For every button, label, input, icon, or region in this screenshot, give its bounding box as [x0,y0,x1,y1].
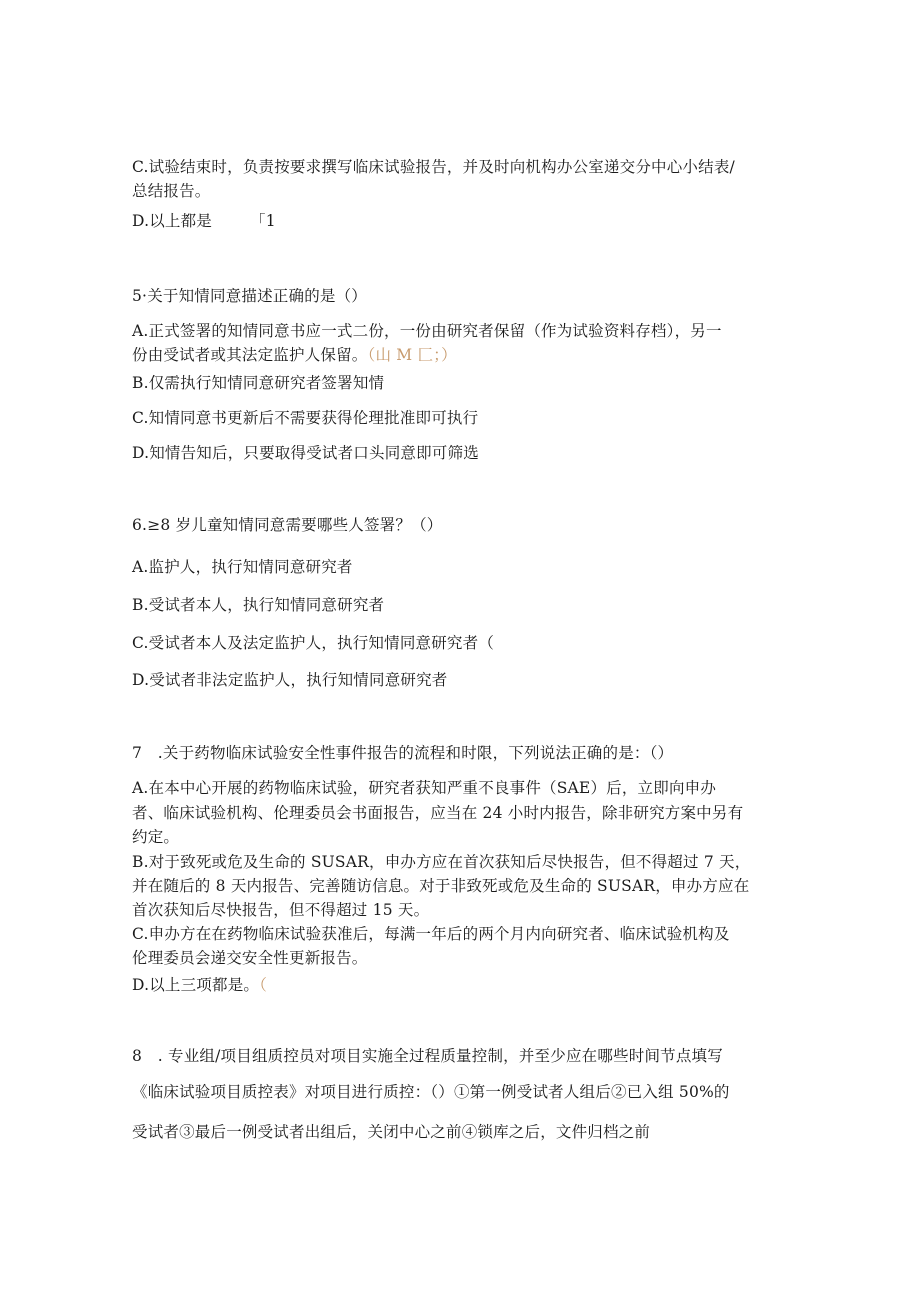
option-a-q7-line1: A.在本中心开展的药物临床试验，研究者获知严重不良事件（SAE）后，立即向申办 [132,779,717,797]
option-c-q4-line2: 总结报告。 [132,182,211,200]
option-b-q7-line2: 并在随后的 8 天内报告、完善随访信息。对于非致死或危及生命的 SUSAR，申办方应在 [132,877,750,895]
option-a-q6: A.监护人，执行知情同意研究者 [132,558,353,576]
option-c-q5: C.知情同意书更新后不需要获得伦理批准即可执行 [132,409,479,427]
option-a-q5-line2 [132,344,457,366]
question-8-line1: 8 . 专业组/项目组质控员对项目实施全过程质量控制，并至少应在哪些时间节点填写 [132,1047,723,1065]
option-d-q6: D.受试者非法定监护人，执行知情同意研究者 [132,671,448,689]
question-5: 5·关于知情同意描述正确的是（） [132,287,367,305]
option-a-q7-line2: 者、临床试验机构、伦理委员会书面报告，应当在 24 小时内报告，除非研究方案中另有 [132,804,744,822]
option-c-q6: C.受试者本人及法定监护人，执行知情同意研究者（ [132,634,495,652]
question-6: 6.≥8 岁儿童知情同意需要哪些人签署？（） [132,516,443,534]
handwritten-note-q7: （ [259,976,268,994]
option-a-q5-line1: A.正式签署的知情同意书应一式二份，一份由研究者保留（作为试验资料存档），另一 [132,322,722,340]
question-7: 7 .关于药物临床试验安全性事件报告的流程和时限，下列说法正确的是：（） [132,744,674,762]
option-d-q5: D.知情告知后，只要取得受试者口头同意即可筛选 [132,444,479,462]
option-b-q5: B.仅需执行知情同意研究者签署知情 [132,374,385,392]
option-c-q7-line1: C.申办方在在药物临床试验获准后，每满一年后的两个月内向研究者、临床试验机构及 [132,925,730,943]
handwritten-note-q5: （山 M 匚；） [367,346,457,364]
option-d-q7 [132,974,267,996]
option-c-q7-line2: 伦理委员会递交安全性更新报告。 [132,949,368,967]
question-8-line3: 受试者③最后一例受试者出组后，关闭中心之前④锁库之后，文件归档之前 [132,1123,651,1141]
option-d-q4 [132,210,276,232]
option-d-q4-text: D.以上都是 [132,212,213,230]
option-b-q6: B.受试者本人，执行知情同意研究者 [132,596,385,614]
option-b-q7-line3: 首次获知后尽快报告，但不得超过 15 天。 [132,901,430,919]
option-d-q4-mark: 「1 [250,212,276,230]
option-a-q7-line3: 约定。 [132,828,180,846]
option-a-q5-line2-text: 份由受试者或其法定监护人保留。 [132,346,368,364]
option-d-q7-text: D.以上三项都是。 [132,976,260,994]
option-c-q4-line1: C.试验结束时，负责按要求撰写临床试验报告，并及时向机构办公室递交分中心小结表/ [132,158,735,176]
question-8-line2: 《临床试验项目质控表》对项目进行质控：（）①第一例受试者人组后②已入组 50%的 [132,1083,730,1101]
option-b-q7-line1: B.对于致死或危及生命的 SUSAR，申办方应在首次获知后尽快报告，但不得超过 7 天， [132,853,751,871]
